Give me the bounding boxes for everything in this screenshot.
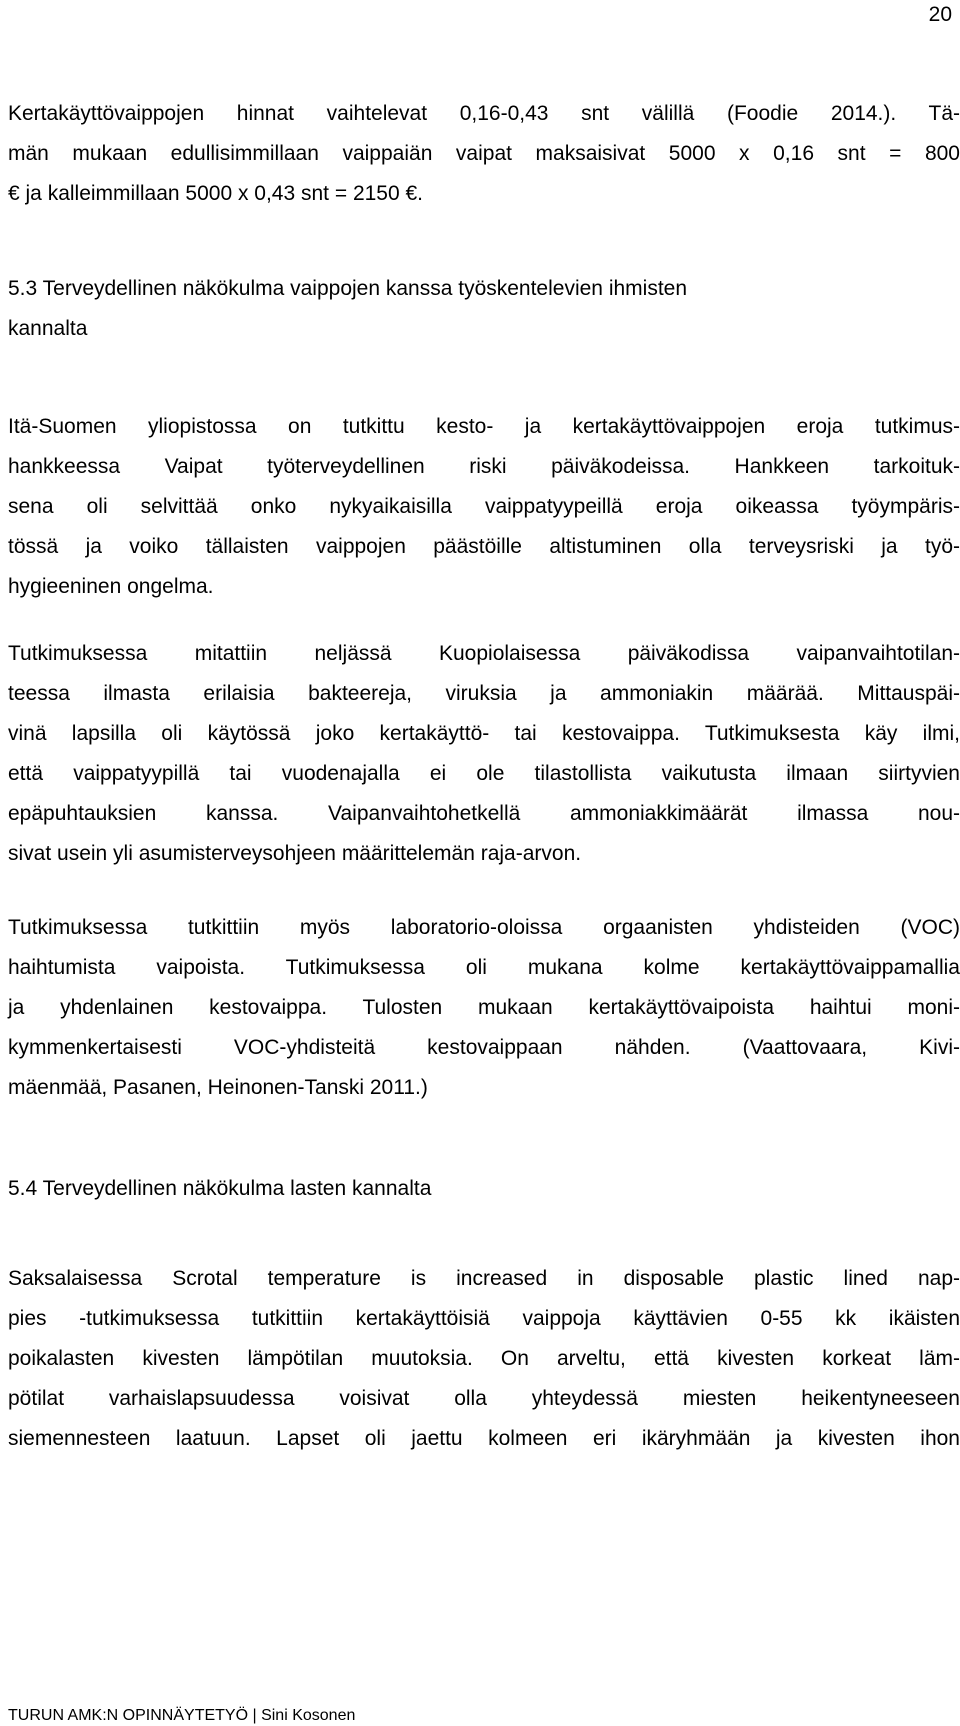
- page-number: 20: [928, 3, 952, 26]
- text-line: hankkeessa Vaipat työterveydellinen riski päiväkodeissa. Hankkeen tarkoituk-: [8, 455, 960, 478]
- text-line: kymmenkertaisesti VOC-yhdisteitä kestovaippaan nähden. (Vaattovaara, Kivi-: [8, 1036, 960, 1059]
- paragraph: [8, 1268, 960, 1449]
- text-line: haihtumista vaipoista. Tutkimuksessa oli mukana kolme kertakäyttövaippamallia: [8, 956, 960, 979]
- text-line: sena oli selvittää onko nykyaikaisilla vaippatyypeillä eroja oikeassa työympäris-: [8, 495, 960, 518]
- text-line: epäpuhtauksien kanssa. Vaipanvaihtohetkellä ammoniakkimäärät ilmassa nou-: [8, 802, 960, 825]
- text-line: mäenmää, Pasanen, Heinonen-Tanski 2011.): [8, 1076, 428, 1099]
- paragraph: [8, 917, 960, 1098]
- text-line: Itä-Suomen yliopistossa on tutkittu kesto- ja kertakäyttövaippojen eroja tutkimus-: [8, 415, 960, 438]
- text-line: Saksalaisessa Scrotal temperature is increased in disposable plastic lined nap-: [8, 1267, 960, 1290]
- text-line: tössä ja voiko tällaisten vaippojen päästöille altistuminen olla terveysriski ja työ-: [8, 535, 960, 558]
- paragraph: [8, 416, 960, 597]
- text-line: että vaippatyypillä tai vuodenajalla ei ole tilastollista vaikutusta ilmaan siirtyvien: [8, 762, 960, 785]
- text-line: pies -tutkimuksessa tutkittiin kertakäyttöisiä vaippoja käyttävien 0-55 kk ikäisten: [8, 1307, 960, 1330]
- text-line: siemennesteen laatuun. Lapset oli jaettu kolmeen eri ikäryhmään ja kivesten ihon: [8, 1427, 960, 1450]
- heading-line: kannalta: [8, 317, 88, 340]
- intro-paragraph: [8, 103, 960, 204]
- text-line: vinä lapsilla oli käytössä joko kertakäyttö- tai kestovaippa. Tutkimuksesta käy ilmi,: [8, 722, 960, 745]
- heading-line: 5.3 Terveydellinen näkökulma vaippojen kanssa työskentelevien ihmisten: [8, 277, 688, 300]
- text-line: Tutkimuksessa tutkittiin myös laboratorio-oloissa orgaanisten yhdisteiden (VOC): [8, 916, 960, 939]
- section-heading-5-4: [8, 1178, 960, 1199]
- text-line: pötilat varhaislapsuudessa voisivat olla yhteydessä miesten heikentyneeseen: [8, 1387, 960, 1410]
- text-line: ja yhdenlainen kestovaippa. Tulosten mukaan kertakäyttövaipoista haihtui moni-: [8, 996, 960, 1019]
- text-line: poikalasten kivesten lämpötilan muutoksia. On arveltu, että kivesten korkeat läm-: [8, 1347, 960, 1370]
- section-heading-5-3: [8, 278, 960, 339]
- heading-line: 5.4 Terveydellinen näkökulma lasten kannalta: [8, 1177, 432, 1200]
- text-line: Tutkimuksessa mitattiin neljässä Kuopiolaisessa päiväkodissa vaipanvaihtotilan-: [8, 642, 960, 665]
- text-line: sivat usein yli asumisterveysohjeen määrittelemän raja-arvon.: [8, 842, 582, 865]
- paragraph: [8, 643, 960, 864]
- text-line: hygieeninen ongelma.: [8, 575, 214, 598]
- text-line: teessa ilmasta erilaisia bakteereja, viruksia ja ammoniakin määrää. Mittauspäi-: [8, 682, 960, 705]
- text-line: € ja kalleimmillaan 5000 x 0,43 snt = 2150 €.: [8, 182, 424, 205]
- page-footer: TURUN AMK:N OPINNÄYTETYÖ | Sini Kosonen: [8, 1707, 356, 1724]
- text-line: män mukaan edullisimmillaan vaippaiän vaipat maksaisivat 5000 x 0,16 snt = 800: [8, 142, 960, 165]
- text-line: Kertakäyttövaippojen hinnat vaihtelevat 0,16-0,43 snt välillä (Foodie 2014.). Tä-: [8, 102, 960, 125]
